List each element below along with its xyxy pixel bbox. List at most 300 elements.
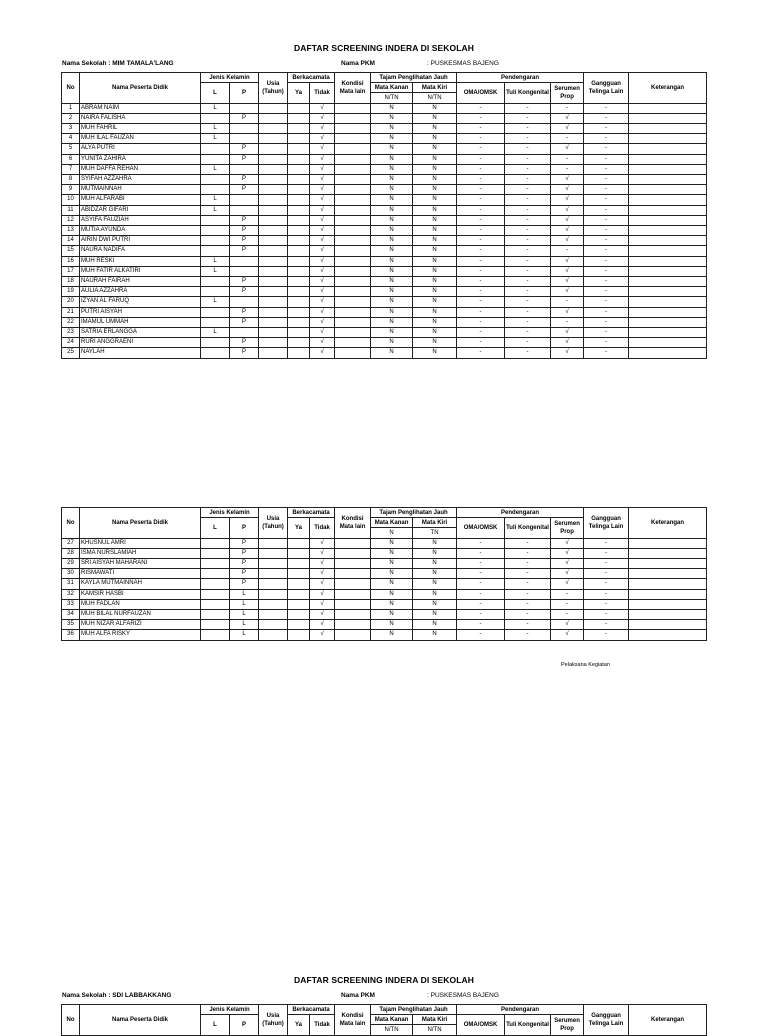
row-gender-p	[230, 266, 259, 276]
row-name: NAURA NADIFA	[80, 246, 201, 256]
row-gender-l: L	[201, 103, 230, 113]
row-gender-p: P	[230, 246, 259, 256]
row-other-eye	[335, 538, 371, 548]
header-no: No	[62, 73, 80, 104]
row-left-eye: N	[413, 113, 457, 123]
row-serumen: √	[551, 195, 584, 205]
row-gender-l	[201, 589, 230, 599]
header-serumen: Serumen Prop	[551, 83, 584, 103]
row-right-eye: N	[371, 113, 413, 123]
table-row	[62, 630, 707, 640]
table-row	[62, 185, 707, 195]
row-gender-p: P	[230, 348, 259, 358]
row-tuli: -	[505, 328, 551, 338]
row-gender-l	[201, 226, 230, 236]
row-age	[259, 620, 288, 630]
row-glasses-tidak: √	[310, 538, 335, 548]
row-left-eye: N	[413, 287, 457, 297]
row-ear-other: -	[584, 328, 629, 338]
row-oma: -	[457, 103, 505, 113]
row-other-eye	[335, 630, 371, 640]
row-serumen: -	[551, 317, 584, 327]
row-tuli: -	[505, 548, 551, 558]
row-glasses-tidak: √	[310, 195, 335, 205]
table-row	[62, 589, 707, 599]
row-left-eye: N	[413, 538, 457, 548]
row-gender-l	[201, 113, 230, 123]
row-age	[259, 297, 288, 307]
row-no: 32	[62, 589, 80, 599]
row-right-eye: N	[371, 144, 413, 154]
table-row	[62, 205, 707, 215]
row-glasses-ya	[288, 599, 310, 609]
row-serumen: √	[551, 328, 584, 338]
table-row	[62, 579, 707, 589]
row-glasses-ya	[288, 144, 310, 154]
row-tuli: -	[505, 236, 551, 246]
header-gender: Jenis Kelamin	[201, 73, 259, 83]
row-glasses-ya	[288, 113, 310, 123]
table-row	[62, 174, 707, 184]
row-oma: -	[457, 307, 505, 317]
row-left-eye: N	[413, 195, 457, 205]
row-right-eye: N	[371, 236, 413, 246]
row-other-eye	[335, 328, 371, 338]
row-gender-l: L	[201, 297, 230, 307]
row-glasses-ya	[288, 205, 310, 215]
row-notes	[629, 348, 707, 358]
row-right-eye: N	[371, 256, 413, 266]
row-glasses-tidak: √	[310, 348, 335, 358]
row-no: 10	[62, 195, 80, 205]
row-age	[259, 579, 288, 589]
row-age	[259, 256, 288, 266]
row-notes	[629, 589, 707, 599]
row-tuli: -	[505, 558, 551, 568]
row-name: NAYLAH	[80, 348, 201, 358]
table-row	[62, 569, 707, 579]
row-left-eye: N	[413, 599, 457, 609]
row-no: 20	[62, 297, 80, 307]
row-glasses-ya	[288, 579, 310, 589]
row-glasses-ya	[288, 609, 310, 619]
row-ear-other: -	[584, 538, 629, 548]
row-right-eye: N	[371, 348, 413, 358]
row-tuli: -	[505, 338, 551, 348]
row-age	[259, 185, 288, 195]
row-notes	[629, 246, 707, 256]
row-serumen: √	[551, 226, 584, 236]
row-glasses-ya	[288, 630, 310, 640]
header-right-ntn: N/TN	[371, 93, 413, 103]
row-left-eye: N	[413, 630, 457, 640]
row-oma: -	[457, 348, 505, 358]
row-serumen: -	[551, 609, 584, 619]
row-tuli: -	[505, 589, 551, 599]
row-right-eye: N	[371, 317, 413, 327]
row-gender-p: P	[230, 307, 259, 317]
row-gender-l	[201, 548, 230, 558]
row-serumen: -	[551, 297, 584, 307]
row-serumen: √	[551, 630, 584, 640]
row-glasses-tidak: √	[310, 144, 335, 154]
row-name: SATRIA ERLANGGA	[80, 328, 201, 338]
screening-table-1	[61, 72, 707, 359]
row-gender-p: P	[230, 287, 259, 297]
row-gender-p: P	[230, 174, 259, 184]
header-right-ntn: N/TN	[371, 1025, 413, 1035]
row-name: KAYLA MUTMAINNAH	[80, 579, 201, 589]
row-no: 2	[62, 113, 80, 123]
row-gender-p	[230, 195, 259, 205]
row-no: 6	[62, 154, 80, 164]
row-glasses-tidak: √	[310, 134, 335, 144]
pkm-label: Nama PKM	[341, 60, 375, 67]
header-oma: OMA/OMSK	[457, 1015, 505, 1035]
screening-table-2	[61, 507, 707, 641]
table-row	[62, 103, 707, 113]
row-serumen: √	[551, 277, 584, 287]
signature-label: Pelaksana Kegiatan	[561, 662, 610, 668]
header-tuli: Tuli Kongenital	[505, 83, 551, 103]
row-left-eye: N	[413, 226, 457, 236]
row-oma: -	[457, 185, 505, 195]
row-glasses-tidak: √	[310, 307, 335, 317]
row-left-eye: N	[413, 215, 457, 225]
row-name: MUH ALFA RISKY	[80, 630, 201, 640]
row-gender-p	[230, 328, 259, 338]
row-left-eye: N	[413, 620, 457, 630]
header-name: Nama Peserta Didik	[80, 73, 201, 104]
row-notes	[629, 205, 707, 215]
row-notes	[629, 338, 707, 348]
row-tuli: -	[505, 348, 551, 358]
row-gender-p: P	[230, 236, 259, 246]
row-gender-l	[201, 620, 230, 630]
row-other-eye	[335, 266, 371, 276]
row-notes	[629, 185, 707, 195]
header-gender: Jenis Kelamin	[201, 1005, 259, 1015]
row-left-eye: N	[413, 205, 457, 215]
row-left-eye: N	[413, 348, 457, 358]
row-gender-p: P	[230, 317, 259, 327]
table-row	[62, 266, 707, 276]
row-right-eye: N	[371, 164, 413, 174]
row-name: MUH FAHRIL	[80, 123, 201, 133]
row-gender-l	[201, 246, 230, 256]
row-glasses-ya	[288, 226, 310, 236]
row-other-eye	[335, 609, 371, 619]
row-no: 22	[62, 317, 80, 327]
row-glasses-ya	[288, 246, 310, 256]
row-left-eye: N	[413, 548, 457, 558]
header-no: No	[62, 1005, 80, 1036]
row-gender-p: P	[230, 144, 259, 154]
table-row	[62, 246, 707, 256]
row-notes	[629, 164, 707, 174]
row-gender-p: P	[230, 185, 259, 195]
row-serumen: √	[551, 185, 584, 195]
row-no: 33	[62, 599, 80, 609]
row-gender-l	[201, 558, 230, 568]
row-ear-other: -	[584, 215, 629, 225]
row-right-eye: N	[371, 215, 413, 225]
row-name: AULIA AZZAHRA	[80, 287, 201, 297]
row-oma: -	[457, 589, 505, 599]
row-other-eye	[335, 287, 371, 297]
row-left-eye: N	[413, 123, 457, 133]
row-no: 4	[62, 134, 80, 144]
row-tuli: -	[505, 174, 551, 184]
header-other-eye: Kondisi Mata lain	[335, 508, 371, 539]
row-notes	[629, 154, 707, 164]
row-notes	[629, 123, 707, 133]
row-gender-p: L	[230, 599, 259, 609]
table-row	[62, 328, 707, 338]
row-right-eye: N	[371, 174, 413, 184]
row-no: 34	[62, 609, 80, 619]
row-other-eye	[335, 548, 371, 558]
header-hearing: Pendengaran	[457, 73, 584, 83]
row-age	[259, 630, 288, 640]
row-left-eye: N	[413, 236, 457, 246]
row-serumen: √	[551, 123, 584, 133]
screening-table-3	[61, 1004, 707, 1036]
row-gender-l: L	[201, 164, 230, 174]
header-vision: Tajam Penglihatan Jauh	[371, 508, 457, 518]
row-other-eye	[335, 246, 371, 256]
row-glasses-ya	[288, 256, 310, 266]
row-gender-l	[201, 569, 230, 579]
row-glasses-ya	[288, 174, 310, 184]
row-gender-l	[201, 538, 230, 548]
row-ear-other: -	[584, 134, 629, 144]
row-ear-other: -	[584, 185, 629, 195]
row-notes	[629, 609, 707, 619]
row-name: ABRAM NAIM	[80, 103, 201, 113]
row-ear-other: -	[584, 236, 629, 246]
row-serumen: √	[551, 215, 584, 225]
header-no: No	[62, 508, 80, 539]
row-notes	[629, 226, 707, 236]
row-gender-l	[201, 236, 230, 246]
row-gender-p: L	[230, 620, 259, 630]
row-other-eye	[335, 620, 371, 630]
row-oma: -	[457, 609, 505, 619]
table-row	[62, 123, 707, 133]
header-ear-other: Gangguan Telinga Lain	[584, 1005, 629, 1036]
row-notes	[629, 103, 707, 113]
row-no: 27	[62, 538, 80, 548]
row-gender-l: L	[201, 195, 230, 205]
header-glasses: Berkacamata	[288, 1005, 335, 1015]
table-row	[62, 620, 707, 630]
header-vision: Tajam Penglihatan Jauh	[371, 1005, 457, 1015]
row-glasses-ya	[288, 569, 310, 579]
row-right-eye: N	[371, 589, 413, 599]
header-other-eye: Kondisi Mata lain	[335, 1005, 371, 1036]
row-other-eye	[335, 185, 371, 195]
row-oma: -	[457, 236, 505, 246]
row-gender-p: P	[230, 226, 259, 236]
row-tuli: -	[505, 256, 551, 266]
row-glasses-tidak: √	[310, 609, 335, 619]
row-tuli: -	[505, 287, 551, 297]
header-p: P	[230, 83, 259, 103]
row-glasses-tidak: √	[310, 287, 335, 297]
row-no: 9	[62, 185, 80, 195]
row-right-eye: N	[371, 185, 413, 195]
table-row	[62, 195, 707, 205]
row-tuli: -	[505, 538, 551, 548]
row-gender-l	[201, 277, 230, 287]
row-notes	[629, 113, 707, 123]
row-age	[259, 205, 288, 215]
row-right-eye: N	[371, 205, 413, 215]
row-gender-l	[201, 154, 230, 164]
row-serumen: √	[551, 236, 584, 246]
header-left-ntn: N/TN	[413, 1025, 457, 1035]
row-age	[259, 164, 288, 174]
row-tuli: -	[505, 226, 551, 236]
row-name: ABIDZAR GIFARI	[80, 205, 201, 215]
row-notes	[629, 538, 707, 548]
row-tuli: -	[505, 123, 551, 133]
row-oma: -	[457, 174, 505, 184]
row-name: IZYAN AL FARUQ	[80, 297, 201, 307]
header-tidak: Tidak	[310, 1015, 335, 1035]
row-gender-l	[201, 215, 230, 225]
row-oma: -	[457, 579, 505, 589]
row-serumen: √	[551, 174, 584, 184]
row-age	[259, 307, 288, 317]
row-notes	[629, 569, 707, 579]
row-other-eye	[335, 256, 371, 266]
row-ear-other: -	[584, 226, 629, 236]
header-right-eye: Mata Kanan	[371, 1015, 413, 1025]
table-row	[62, 277, 707, 287]
row-name: MUTIA AYUNDA	[80, 226, 201, 236]
row-glasses-tidak: √	[310, 205, 335, 215]
header-age: Usia (Tahun)	[259, 73, 288, 104]
row-age	[259, 317, 288, 327]
row-glasses-tidak: √	[310, 548, 335, 558]
row-oma: -	[457, 328, 505, 338]
row-no: 31	[62, 579, 80, 589]
row-oma: -	[457, 599, 505, 609]
row-gender-l	[201, 317, 230, 327]
row-no: 23	[62, 328, 80, 338]
row-name: SRI AISYAH MAHARANI	[80, 558, 201, 568]
row-notes	[629, 579, 707, 589]
row-other-eye	[335, 215, 371, 225]
row-name: RURI ANGGRAENI	[80, 338, 201, 348]
row-glasses-ya	[288, 328, 310, 338]
row-no: 8	[62, 174, 80, 184]
row-right-eye: N	[371, 246, 413, 256]
row-glasses-ya	[288, 338, 310, 348]
row-left-eye: N	[413, 154, 457, 164]
header-right-eye: Mata Kanan	[371, 83, 413, 93]
header-right-n: N	[371, 528, 413, 538]
row-gender-p	[230, 205, 259, 215]
table-row	[62, 599, 707, 609]
row-right-eye: N	[371, 195, 413, 205]
row-ear-other: -	[584, 620, 629, 630]
row-tuli: -	[505, 205, 551, 215]
row-right-eye: N	[371, 134, 413, 144]
row-no: 15	[62, 246, 80, 256]
row-oma: -	[457, 195, 505, 205]
row-name: MUH RESKI	[80, 256, 201, 266]
header-l: L	[201, 83, 230, 103]
row-notes	[629, 215, 707, 225]
table-row	[62, 287, 707, 297]
row-other-eye	[335, 226, 371, 236]
row-serumen: -	[551, 246, 584, 256]
row-age	[259, 113, 288, 123]
row-no: 1	[62, 103, 80, 113]
row-gender-p: P	[230, 569, 259, 579]
row-tuli: -	[505, 144, 551, 154]
row-oma: -	[457, 246, 505, 256]
row-other-eye	[335, 558, 371, 568]
row-no: 29	[62, 558, 80, 568]
row-glasses-ya	[288, 348, 310, 358]
row-oma: -	[457, 205, 505, 215]
row-no: 25	[62, 348, 80, 358]
row-glasses-ya	[288, 548, 310, 558]
row-ear-other: -	[584, 113, 629, 123]
row-left-eye: N	[413, 246, 457, 256]
header-vision: Tajam Penglihatan Jauh	[371, 73, 457, 83]
header-notes: Keterangan	[629, 1005, 707, 1036]
row-no: 36	[62, 630, 80, 640]
row-notes	[629, 620, 707, 630]
row-notes	[629, 548, 707, 558]
row-no: 19	[62, 287, 80, 297]
header-p: P	[230, 1015, 259, 1035]
document-title: DAFTAR SCREENING INDERA DI SEKOLAH	[293, 43, 474, 53]
table-row	[62, 236, 707, 246]
header-left-eye: Mata Kiri	[413, 83, 457, 93]
row-age	[259, 277, 288, 287]
row-glasses-ya	[288, 134, 310, 144]
row-glasses-tidak: √	[310, 569, 335, 579]
row-ear-other: -	[584, 174, 629, 184]
row-other-eye	[335, 599, 371, 609]
row-oma: -	[457, 144, 505, 154]
document-title-2: DAFTAR SCREENING INDERA DI SEKOLAH	[293, 975, 474, 985]
row-right-eye: N	[371, 266, 413, 276]
row-other-eye	[335, 579, 371, 589]
row-notes	[629, 297, 707, 307]
row-left-eye: N	[413, 134, 457, 144]
row-gender-p	[230, 164, 259, 174]
row-notes	[629, 630, 707, 640]
header-glasses: Berkacamata	[288, 73, 335, 83]
row-tuli: -	[505, 569, 551, 579]
row-oma: -	[457, 338, 505, 348]
row-other-eye	[335, 103, 371, 113]
row-left-eye: N	[413, 558, 457, 568]
row-glasses-tidak: √	[310, 558, 335, 568]
row-right-eye: N	[371, 226, 413, 236]
row-oma: -	[457, 620, 505, 630]
row-glasses-ya	[288, 317, 310, 327]
row-oma: -	[457, 558, 505, 568]
table-row	[62, 317, 707, 327]
